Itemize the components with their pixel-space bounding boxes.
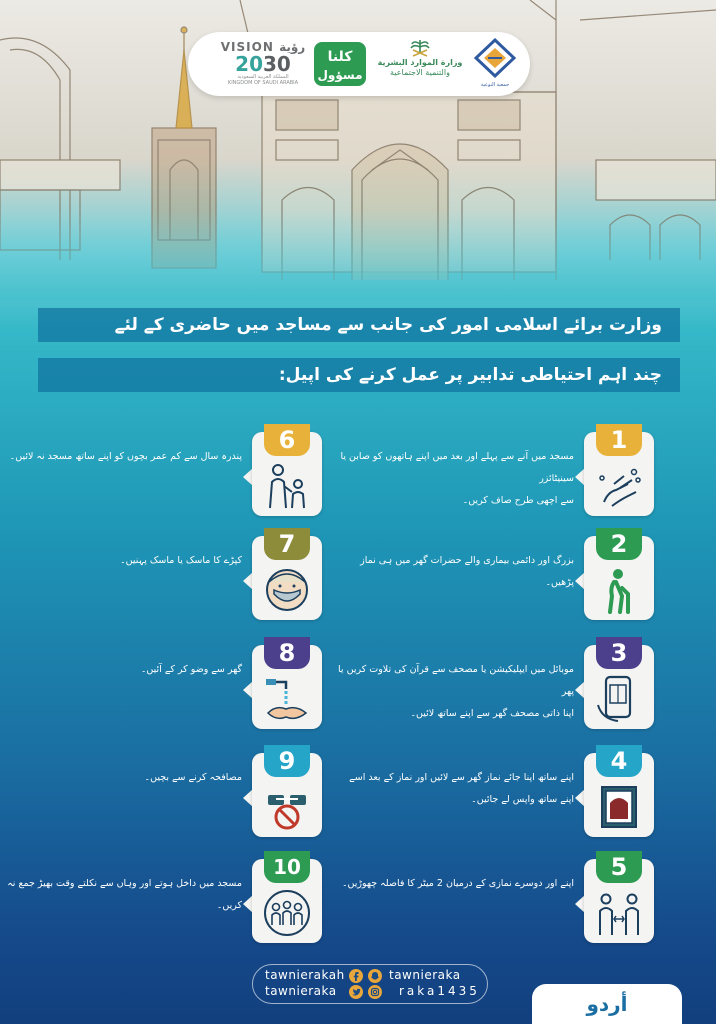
measure-line-1: مسجد میں آنے سے پہلے اور بعد میں اپنے ہاتھوں کو صابن یا سینیٹائزر xyxy=(340,451,574,484)
ministry-line2: والتنمية الاجتماعية xyxy=(390,68,450,77)
vision-year-a: 2 xyxy=(235,52,250,76)
social-handle-1b[interactable]: tawnieraka xyxy=(389,968,461,982)
ablution-icon xyxy=(262,675,312,723)
measure-text-10 xyxy=(4,873,242,917)
kulluna-line1: كلنا xyxy=(327,49,353,65)
measure-line-2: اپنا ذاتی مصحف گھر سے اپنے ساتھ لائیں۔ xyxy=(410,708,574,719)
title-line-1: وزارت برائے اسلامی امور کی جانب سے مساجد میں حاضری کے لئے xyxy=(38,308,680,342)
measure-line-2: پڑھیں۔ xyxy=(545,577,574,588)
adult-child-icon xyxy=(262,462,312,510)
social-handle-2a[interactable]: tawnieraka xyxy=(265,984,337,998)
snapchat-icon[interactable] xyxy=(368,969,382,983)
measure-line-1: اپنے ساتھ اپنا جائے نماز گھر سے لائیں اور نماز کے بعد اسے xyxy=(349,772,574,783)
measure-text-5 xyxy=(336,873,574,895)
measure-number-badge: 1 xyxy=(596,424,642,456)
palm-emblem-icon xyxy=(408,38,432,58)
social-handles xyxy=(252,964,488,1004)
prayer-rug-icon xyxy=(594,783,644,831)
social-row-2 xyxy=(253,983,489,1001)
ministry-logo xyxy=(374,38,466,90)
mobile-quran-icon xyxy=(594,675,644,723)
measure-number-badge: 6 xyxy=(264,424,310,456)
elderly-person-icon xyxy=(594,566,644,614)
measure-line-2: سے اچھی طرح صاف کریں۔ xyxy=(462,495,574,506)
measure-line-1: مصافحہ کرنے سے بچیں۔ xyxy=(144,772,242,783)
hand-wash-icon xyxy=(594,462,644,510)
face-mask-icon xyxy=(262,566,312,614)
measure-text-6 xyxy=(4,446,242,468)
measure-line-1: موبائل میں ایپلیکیشن یا مصحف سے قرآن کی تلاوت کریں یا پھر xyxy=(338,664,574,697)
measure-line-1: بزرگ اور دائمی بیماری والے حضرات گھر میں ہی نماز xyxy=(360,555,574,566)
measure-card-7 xyxy=(252,530,322,620)
partner-logos xyxy=(188,32,530,96)
no-handshake-icon xyxy=(262,783,312,831)
measure-text-8 xyxy=(4,659,242,681)
measure-card-2 xyxy=(584,530,654,620)
cooperative-logo xyxy=(470,38,520,90)
title-line-2: چند اہم احتیاطی تدابیر پر عمل کرنے کی اپیل: xyxy=(38,358,680,392)
measure-number-badge: 8 xyxy=(264,637,310,669)
cooperative-emblem-icon xyxy=(470,38,520,78)
measure-card-9 xyxy=(252,747,322,837)
measure-line-1: مسجد میں داخل ہوتے اور وہاں سے نکلتے وقت بھیڑ جمع نہ کریں۔ xyxy=(7,878,242,911)
vision-year xyxy=(218,54,308,74)
vision-title: VISION xyxy=(220,40,274,54)
measure-text-9 xyxy=(4,767,242,789)
crowd-icon xyxy=(262,889,312,937)
measure-line-2: اپنے ساتھ واپس لے جائیں۔ xyxy=(471,794,574,805)
instagram-icon[interactable] xyxy=(368,985,382,999)
measure-card-5 xyxy=(584,853,654,943)
vision-year-b: 0 xyxy=(249,52,263,76)
kulluna-line2: مسؤول xyxy=(317,68,363,82)
vision-subtitle-en: KINGDOM OF SAUDI ARABIA xyxy=(227,80,299,86)
measure-card-4 xyxy=(584,747,654,837)
ministry-line1: وزارة الموارد البشرية xyxy=(377,58,463,67)
cooperative-label: جمعية التوعية xyxy=(480,82,510,88)
measure-card-1 xyxy=(584,426,654,516)
twitter-icon[interactable] xyxy=(349,985,363,999)
kulluna-masool-logo xyxy=(314,42,366,86)
measure-line-1: کپڑے کا ماسک یا ماسک پہنیں۔ xyxy=(120,555,242,566)
measure-number-badge: 2 xyxy=(596,528,642,560)
vision-subtitle-ar: المملكة العربية السعودية xyxy=(237,74,289,80)
measure-line-1: پندرہ سال سے کم عمر بچوں کو اپنے ساتھ مسجد نہ لائیں۔ xyxy=(9,451,242,462)
social-distance-icon xyxy=(594,889,644,937)
facebook-icon[interactable] xyxy=(349,969,363,983)
social-handle-1a[interactable]: tawnierakah xyxy=(265,968,345,982)
vision-2030-logo xyxy=(218,38,308,90)
measure-text-3 xyxy=(336,659,574,725)
measure-number-badge: 10 xyxy=(264,851,310,883)
social-handle-2b[interactable]: raka1435 xyxy=(399,984,480,998)
measure-text-4 xyxy=(336,767,574,811)
measure-card-10 xyxy=(252,855,322,943)
measure-number-badge: 9 xyxy=(264,745,310,777)
vision-year-c: 30 xyxy=(263,52,291,76)
measure-card-3 xyxy=(584,639,654,729)
measure-number-badge: 5 xyxy=(596,851,642,883)
measure-card-8 xyxy=(252,639,322,729)
measure-text-2 xyxy=(336,550,574,594)
measure-card-6 xyxy=(252,426,322,516)
measure-line-1: گھر سے وضو کر کے آئیں۔ xyxy=(140,664,242,675)
measure-number-badge: 4 xyxy=(596,745,642,777)
language-tab[interactable]: أردو xyxy=(532,984,682,1024)
measure-number-badge: 3 xyxy=(596,637,642,669)
measure-number-badge: 7 xyxy=(264,528,310,560)
vision-arabic: رؤية xyxy=(279,40,306,54)
measure-text-7 xyxy=(4,550,242,572)
measure-line-1: اپنے اور دوسرے نمازی کے درمیان 2 میٹر کا فاصلہ چھوڑیں۔ xyxy=(341,878,574,889)
measure-text-1 xyxy=(336,446,574,512)
